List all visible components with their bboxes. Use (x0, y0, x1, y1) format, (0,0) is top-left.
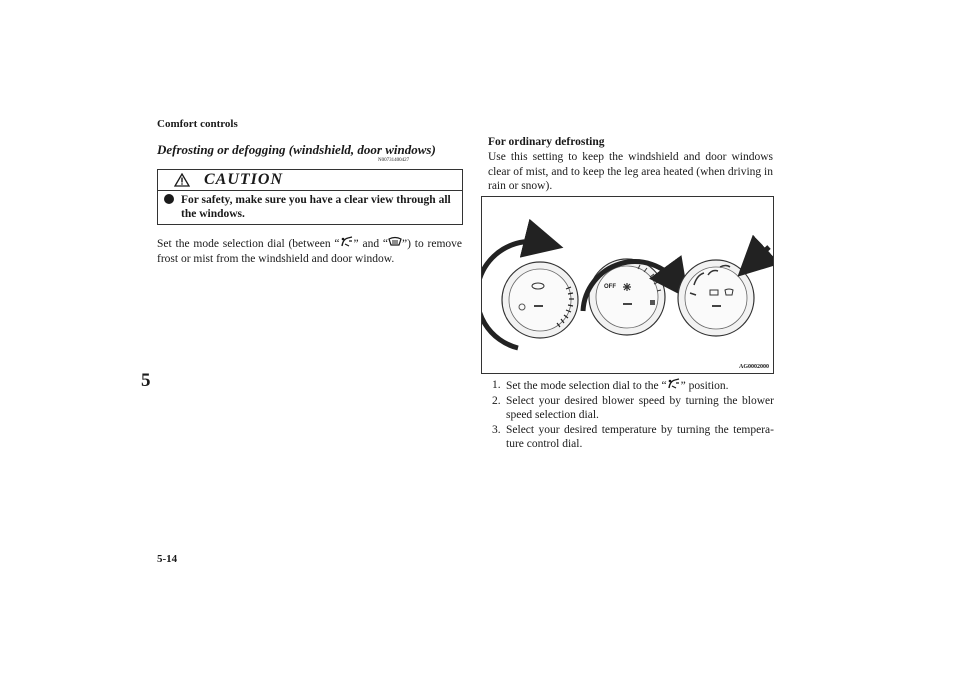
step-text: Select your desired temperature by turning the tempera-ture control dial. (506, 423, 774, 450)
paragraph-text-2: ” and “ (353, 238, 388, 250)
temperature-dial (502, 262, 578, 338)
paragraph-text-1: Set the mode selection dial (between “ (157, 238, 340, 250)
step-text: Set the mode selection dial to the “ (506, 380, 667, 392)
steps-list (492, 378, 774, 452)
step-number: 2. (492, 394, 501, 407)
step-item (492, 423, 774, 452)
blower-speed-dial (589, 259, 665, 335)
step-item (492, 394, 774, 423)
paragraph-text-3: ”) to remove frost or mist from the windshield and door window. (157, 238, 462, 265)
figure-code: AG0002000 (739, 364, 769, 370)
pointer-arrow-icon (752, 247, 769, 263)
warning-triangle-icon (174, 173, 190, 187)
windshield-defrost-icon (388, 236, 402, 248)
step-text-end: ” position. (680, 380, 729, 392)
defrost-feet-mode-icon (340, 236, 354, 248)
caution-text: For safety, make sure you have a clear view through all the windows. (181, 194, 451, 220)
subsection-heading: For ordinary defrosting (488, 136, 605, 148)
step-item (492, 378, 774, 394)
step-text: Select your desired blower speed by turning the blower speed selection dial. (506, 394, 774, 421)
caution-box (157, 169, 463, 225)
caution-header (158, 170, 462, 191)
caution-title: CAUTION (204, 171, 284, 188)
page-number: 5-14 (157, 553, 178, 565)
page-header: Comfort controls (157, 118, 238, 130)
step-number: 3. (492, 423, 501, 436)
section-title: Defrosting or defogging (windshield, door windows) (157, 142, 436, 157)
climate-dials-illustration (482, 197, 773, 373)
step-number: 1. (492, 379, 501, 391)
dial-off-label: OFF (604, 284, 616, 290)
defrost-feet-mode-icon (667, 378, 681, 390)
intro-paragraph (157, 236, 462, 266)
subsection-paragraph: Use this setting to keep the windshield and door windows clear of mist, and to keep the leg area heated (when driving in rain or snow). (488, 151, 773, 192)
climate-control-figure (481, 196, 774, 374)
bullet-icon (164, 194, 174, 204)
chapter-number: 5 (141, 370, 151, 391)
section-code: N00731400427 (378, 158, 410, 163)
mode-selection-dial (678, 260, 754, 336)
